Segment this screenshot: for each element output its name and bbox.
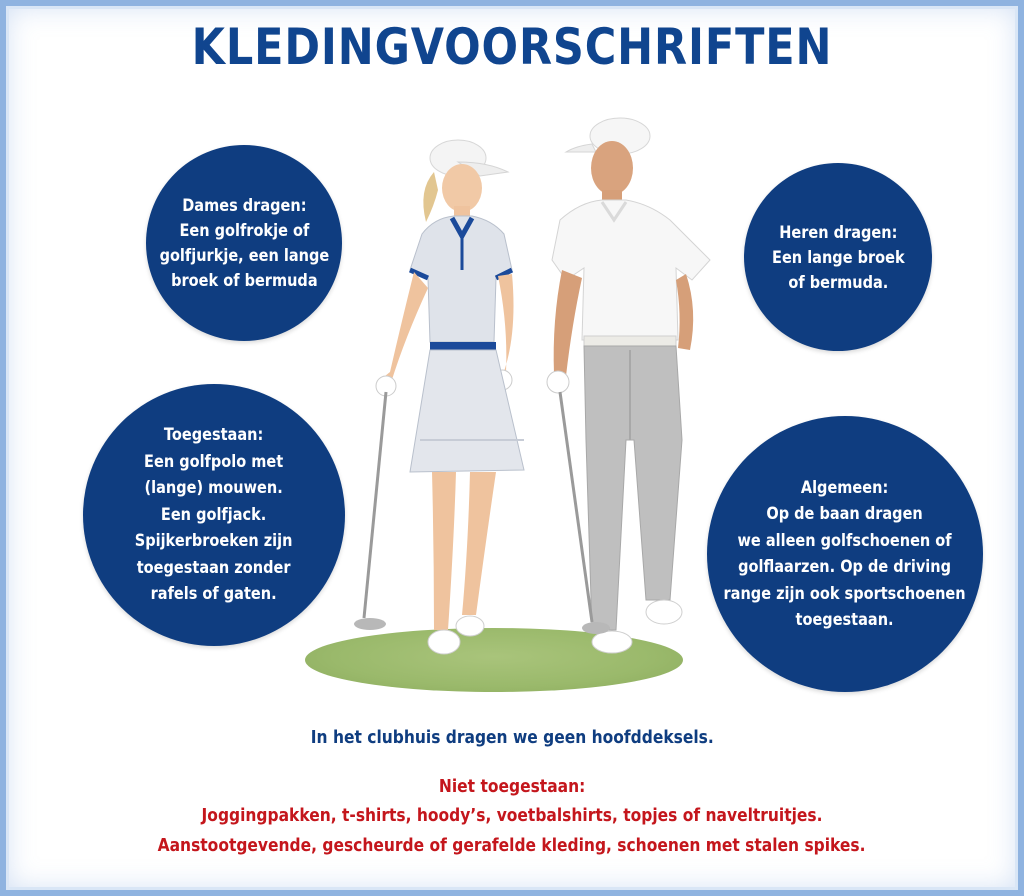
clubhuis-note-text: In het clubhuis dragen we geen hoofddeksels. <box>310 727 714 748</box>
bubble-toegestaan <box>83 384 345 646</box>
bubble-dames-text: Dames dragen: Een golfrokje of golfjurkje, een lange broek of bermuda <box>159 196 329 290</box>
bubble-algemeen-text: Algemeen: Op de baan dragen we alleen golfschoenen of golflaarzen. Op de driving range zijn ook sportschoenen toegestaan. <box>723 477 967 629</box>
bubble-heren <box>744 163 932 351</box>
niet-toegestaan-line-1-text: Joggingpakken, t-shirts, hoody’s, voetbalshirts, topjes of naveltruitjes. <box>201 805 823 826</box>
niet-toegestaan-line-2 <box>0 835 1024 856</box>
woman-golfer <box>354 140 524 654</box>
golfers-illustration <box>330 110 750 690</box>
bubble-toegestaan-text: Toegestaan: Een golfpolo met (lange) mouwen. Een golfjack. Spijkerbroeken zijn toegestaan zonder rafels of gaten. <box>135 425 293 604</box>
bubble-dames <box>146 145 342 341</box>
niet-toegestaan-line-2-text: Aanstootgevende, gescheurde of gerafelde kleding, schoenen met stalen spikes. <box>158 835 866 856</box>
clubhuis-note <box>0 727 1024 748</box>
niet-toegestaan-line-1 <box>0 805 1024 826</box>
niet-toegestaan-title-text: Niet toegestaan: <box>438 776 586 797</box>
man-golfer <box>547 118 710 653</box>
bubble-heren-text: Heren dragen: Een lange broek of bermuda. <box>771 222 905 292</box>
niet-toegestaan-title <box>0 776 1024 797</box>
page-title: KLEDINGVOORSCHRIFTEN <box>191 18 833 76</box>
